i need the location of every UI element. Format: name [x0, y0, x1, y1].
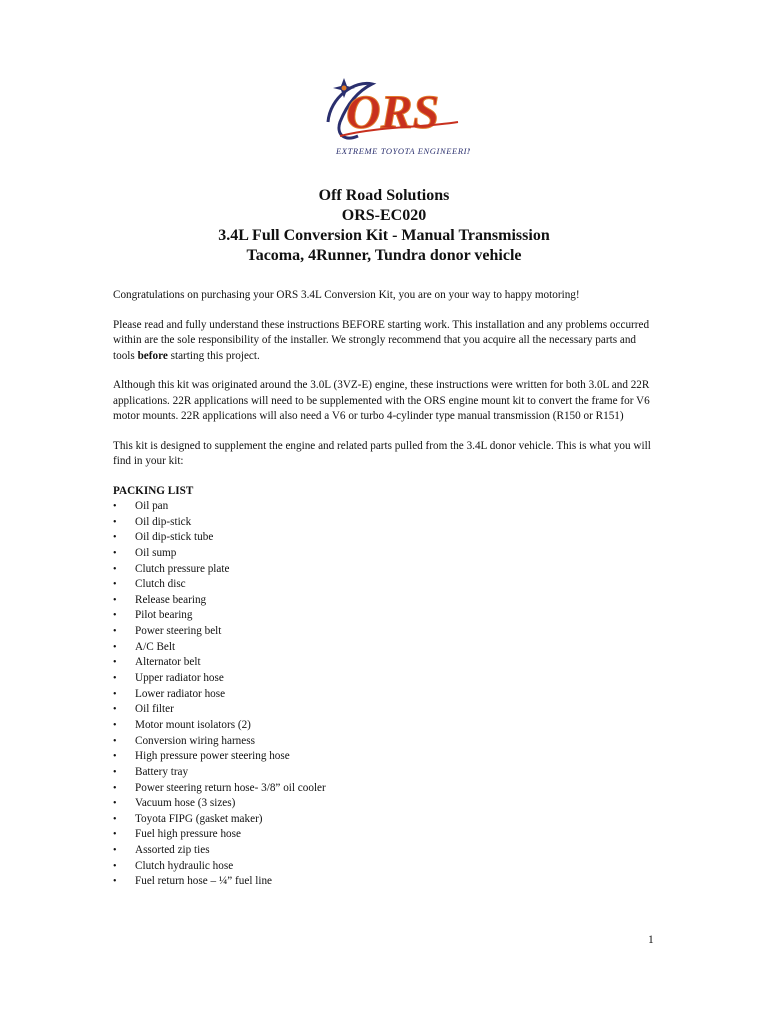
list-item-label: Alternator belt — [135, 656, 201, 669]
list-item-label: Power steering return hose- 3/8” oil cooler — [135, 781, 326, 794]
list-item — [113, 687, 658, 703]
list-item — [113, 734, 658, 750]
list-item — [113, 608, 658, 624]
instructions-body — [113, 288, 658, 890]
list-item — [113, 530, 658, 546]
p2-emphasis: before — [137, 349, 168, 362]
document-header — [0, 186, 768, 266]
bullet-icon: • — [113, 657, 117, 669]
bullet-icon: • — [113, 563, 117, 575]
bullet-icon: • — [113, 532, 117, 544]
list-item-label: Motor mount isolators (2) — [135, 718, 251, 731]
list-item-label: Oil dip-stick — [135, 515, 192, 528]
bullet-icon: • — [113, 501, 117, 512]
list-item — [113, 781, 658, 797]
list-item-label: Oil sump — [135, 546, 177, 559]
list-item — [113, 718, 658, 734]
paragraph-congratulations: Congratulations on purchasing your ORS 3.4L Conversion Kit, you are on your way to happy motoring! — [113, 289, 580, 301]
list-item-label: Clutch pressure plate — [135, 562, 230, 575]
ors-logo — [310, 62, 470, 168]
list-item — [113, 796, 658, 812]
list-item-label: Oil pan — [135, 500, 169, 512]
bullet-icon: • — [113, 813, 117, 825]
list-item — [113, 749, 658, 765]
bullet-icon: • — [113, 719, 117, 731]
kit-title: 3.4L Full Conversion Kit - Manual Transmission — [218, 227, 550, 244]
list-item-label: A/C Belt — [135, 640, 176, 653]
bullet-icon: • — [113, 547, 117, 559]
paragraph-applications: Although this kit was originated around the 3.0L (3VZ-E) engine, these instructions were written for both 3.0L and 22R applications. 22R applications will need to be supplemented with the ORS engine mount kit to convert the frame for V6 motor mounts. 22R applications will also need a V6 or turbo 4-cylinder type manual transmission (R150 or R151) — [113, 379, 650, 422]
page-number: 1 — [648, 934, 654, 946]
logo-tagline: EXTREME TOYOTA ENGINEERING — [336, 146, 470, 156]
bullet-icon: • — [113, 688, 117, 700]
company-name: Off Road Solutions — [318, 187, 450, 204]
list-item — [113, 499, 658, 515]
part-number: ORS-EC020 — [341, 207, 427, 224]
bullet-icon: • — [113, 798, 117, 810]
list-item — [113, 874, 658, 890]
list-item — [113, 515, 658, 531]
bullet-icon: • — [113, 735, 117, 747]
list-item — [113, 593, 658, 609]
list-item — [113, 655, 658, 671]
list-item-label: Clutch hydraulic hose — [135, 859, 234, 872]
bullet-icon: • — [113, 766, 117, 778]
bullet-icon: • — [113, 641, 117, 653]
bullet-icon: • — [113, 845, 117, 857]
list-item-label: Power steering belt — [135, 625, 222, 638]
list-item-label: Pilot bearing — [135, 609, 193, 622]
packing-list-title: PACKING LIST — [113, 484, 194, 497]
list-item-label: Fuel high pressure hose — [135, 828, 241, 841]
list-item-label: Oil filter — [135, 703, 174, 716]
list-item-label: Battery tray — [135, 765, 189, 778]
bullet-icon: • — [113, 594, 117, 606]
list-item-label: Conversion wiring harness — [135, 734, 255, 747]
list-item — [113, 671, 658, 687]
bullet-icon: • — [113, 579, 117, 591]
bullet-icon: • — [113, 782, 117, 794]
logo-letters: ORS — [346, 86, 440, 139]
list-item — [113, 562, 658, 578]
list-item — [113, 827, 658, 843]
bullet-icon: • — [113, 673, 117, 685]
p2-text-end: starting this project. — [167, 349, 260, 362]
bullet-icon: • — [113, 876, 117, 888]
bullet-icon: • — [113, 626, 117, 638]
bullet-icon: • — [113, 704, 117, 716]
list-item-label: Fuel return hose – ¼” fuel line — [135, 875, 273, 888]
bullet-icon: • — [113, 860, 117, 872]
packing-list — [113, 499, 658, 890]
ors-logo-graphic — [310, 62, 470, 168]
list-item — [113, 843, 658, 859]
bullet-icon: • — [113, 610, 117, 622]
list-item — [113, 624, 658, 640]
list-item-label: High pressure power steering hose — [135, 750, 290, 763]
list-item — [113, 577, 658, 593]
list-item-label: Clutch disc — [135, 578, 186, 591]
list-item — [113, 546, 658, 562]
list-item-label: Vacuum hose (3 sizes) — [135, 797, 236, 810]
paragraph-kit-description: This kit is designed to supplement the engine and related parts pulled from the 3.4L donor vehicle. This is what you will find in your kit: — [113, 439, 651, 467]
list-item — [113, 702, 658, 718]
bullet-icon: • — [113, 829, 117, 841]
donor-vehicle: Tacoma, 4Runner, Tundra donor vehicle — [246, 247, 522, 264]
list-item-label: Release bearing — [135, 593, 207, 606]
list-item — [113, 765, 658, 781]
list-item-label: Toyota FIPG (gasket maker) — [135, 812, 263, 825]
list-item — [113, 640, 658, 656]
p2-text-start: Please read and fully understand these instructions BEFORE starting work. This installation and any problems occurred within are the sole responsibility of the installer. We strongly recommend that you acquire all the necessary parts and tools — [113, 318, 650, 362]
list-item-label: Assorted zip ties — [135, 844, 210, 857]
list-item-label: Lower radiator hose — [135, 687, 226, 700]
list-item — [113, 859, 658, 875]
list-item-label: Oil dip-stick tube — [135, 531, 214, 544]
list-item-label: Upper radiator hose — [135, 672, 224, 685]
paragraph-read-instructions — [113, 318, 658, 365]
bullet-icon: • — [113, 751, 117, 763]
bullet-icon: • — [113, 516, 117, 528]
list-item — [113, 812, 658, 828]
